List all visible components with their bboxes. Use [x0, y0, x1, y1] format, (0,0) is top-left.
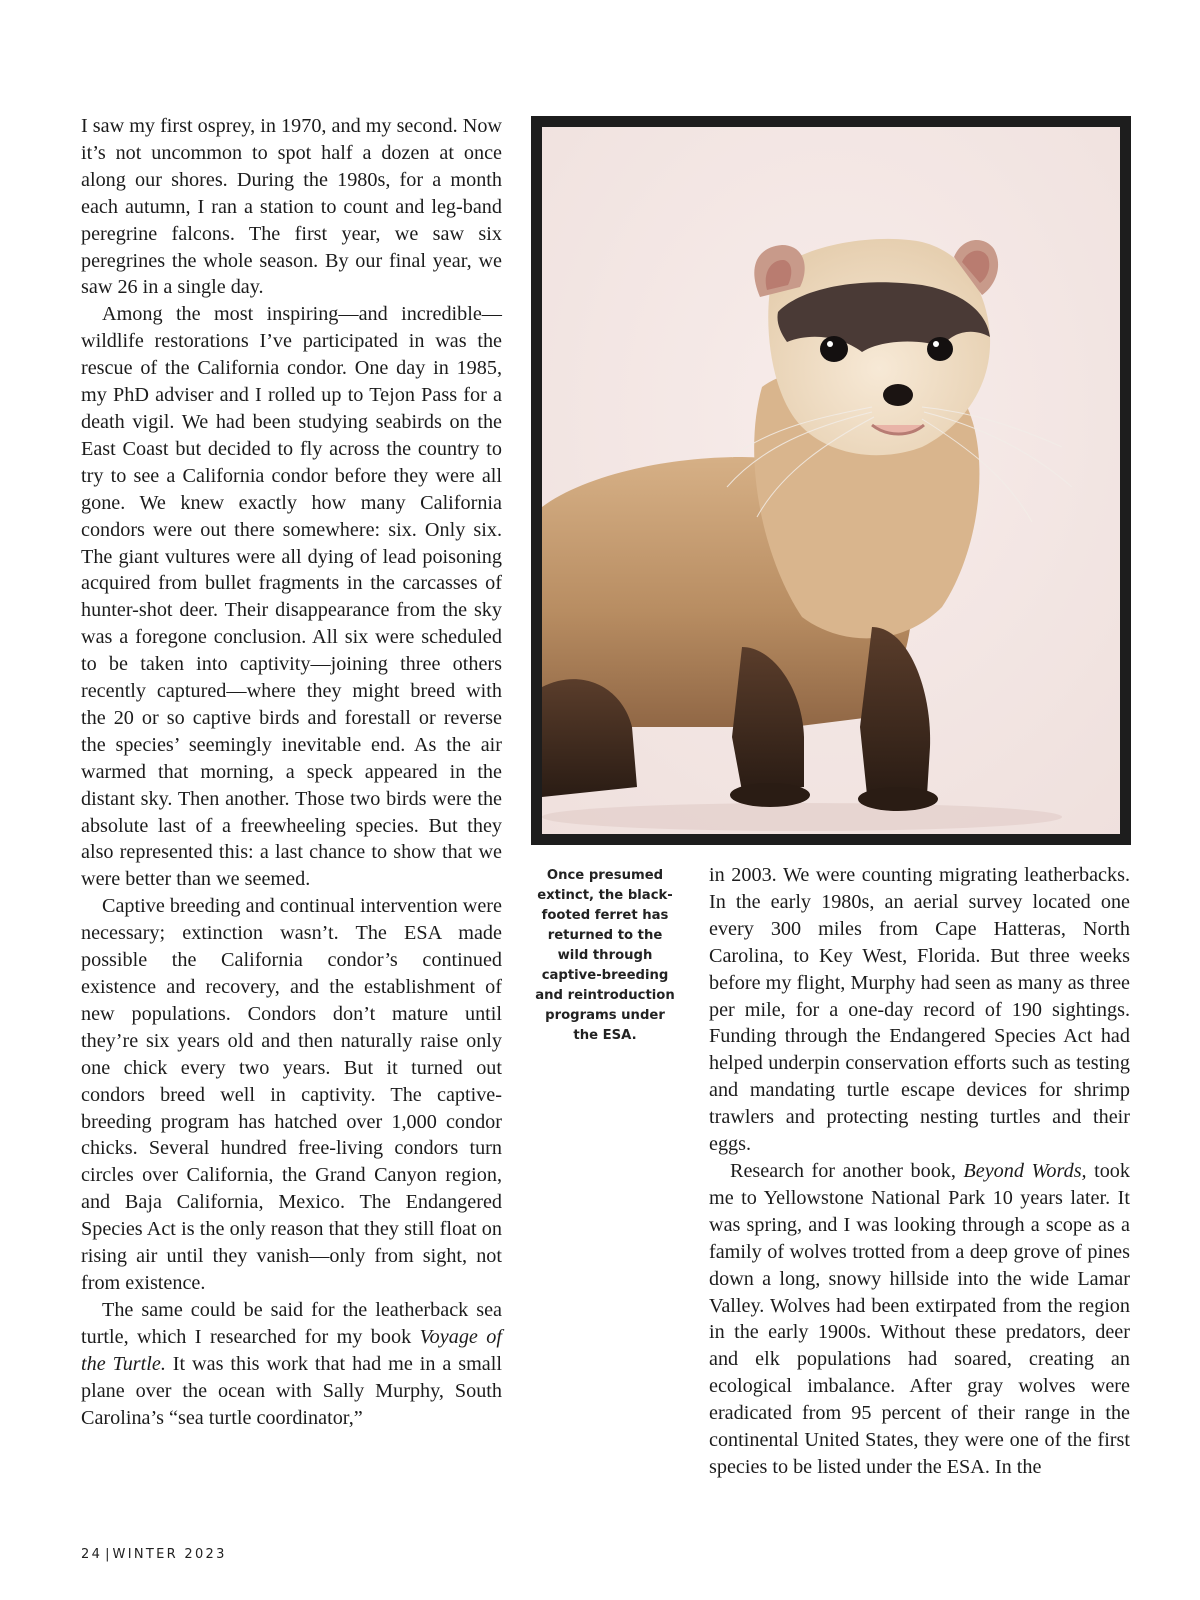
issue-label: WINTER 2023 — [112, 1547, 227, 1562]
book-title: Voyage of the Turtle. — [81, 1325, 503, 1375]
page-number: 24 — [81, 1547, 103, 1562]
paragraph-text: took me to Yellowstone National Park 10 years later. It was spring, and I was looking through a scope as a family of wolves trotted from a deep grove of pines down a long, snowy hillside into the wide Lamar Valley. Wolves had been extirpated from the region in the early 1900s. Without these predators, deer and elk populations had soared, creating an ecological imbalance. After gray wolves were eradicated from 95 percent of their range in the continental United States, they were one of the first species to be listed under the ESA. In the — [709, 1159, 1130, 1478]
ferret-photo — [542, 127, 1120, 834]
folio-separator: | — [105, 1547, 110, 1562]
paragraph-osprey: I saw my first osprey, in 1970, and my second. Now it’s not uncommon to spot half a dozen at once along our shores. During the 1980s, for a month each autumn, I ran a station to count and leg-band peregrine falcons. The first year, we saw six peregrines the whole season. By our final year, we saw 26 in a single day. — [81, 115, 502, 299]
photo-caption: Once presumed extinct, the black-footed ferret has returned to the wild through captive-breeding and reintroduction programs under the ESA. — [535, 868, 675, 1043]
paragraph-captive-breeding: Captive breeding and continual intervention were necessary; extinction wasn’t. The ESA made possible the California condor’s continued existence and recovery, and the establishment of new populations. Condors don’t mature until they’re six years old and then naturally raise only one chick every two years. But it turned out condors breed well in captivity. The captive-breeding program has hatched over 1,000 condor chicks. Several hundred free-living condors turn circles over California, the Grand Canyon region, and Baja California, Mexico. The Endangered Species Act is the only reason that they still float on rising air until they vanish—only from sight, not from existence. — [81, 895, 502, 1294]
paragraph-wolves — [709, 1158, 1130, 1481]
page-folio — [81, 1547, 227, 1562]
article-left-column — [81, 113, 502, 1431]
paragraph-text: The same could be said for the leatherback sea turtle, which I researched for my book — [81, 1298, 502, 1348]
ferret-photo-frame — [531, 116, 1131, 845]
article-right-column — [709, 862, 1130, 1481]
ferret-nose — [883, 384, 913, 406]
paragraph-text: It was this work that had me in a small plane over the ocean with Sally Murphy, South Carolina’s “sea turtle coordinator,” — [81, 1352, 502, 1429]
paragraph-leatherback-continued: in 2003. We were counting migrating leatherbacks. In the early 1980s, an aerial survey located one every 300 miles from Cape Hatteras, North Carolina, to Key West, Florida. But three weeks before my flight, Murphy had seen as many as three per mile, for a one-day record of 190 sightings. Funding through the Endangered Species Act had helped underpin conservation efforts such as testing and mandating turtle escape devices for shrimp trawlers and protecting nesting turtles and their eggs. — [709, 864, 1130, 1156]
ferret-eye-left — [820, 336, 848, 362]
paragraph-leatherback — [81, 1297, 502, 1432]
book-title: Beyond Words, — [963, 1159, 1087, 1182]
paragraph-text: Research for another book, — [730, 1159, 964, 1182]
ferret-eye-right — [927, 337, 953, 361]
paragraph-condor: Among the most inspiring—and incredible—wildlife restorations I’ve participated in was the rescue of the California condor. One day in 1985, my PhD adviser and I rolled up to Tejon Pass for a death vigil. We had been studying seabirds on the East Coast but decided to fly across the country to try to see a California condor before they were all gone. We knew exactly how many California condors were out there somewhere: six. Only six. The giant vultures were all dying of lead poisoning acquired from bullet fragments in the carcasses of hunter-shot deer. Their disappearance from the sky was a foregone conclusion. All six were scheduled to be taken into captivity—joining three others recently captured—where they might breed with the 20 or so captive birds and forestall or reverse the species’ seemingly inevitable end. As the air warmed that morning, a speck appeared in the distant sky. Then another. Those two birds were the absolute last of a freewheeling species. But they also represented this: a last chance to show that we were better than we seemed. — [81, 303, 502, 891]
